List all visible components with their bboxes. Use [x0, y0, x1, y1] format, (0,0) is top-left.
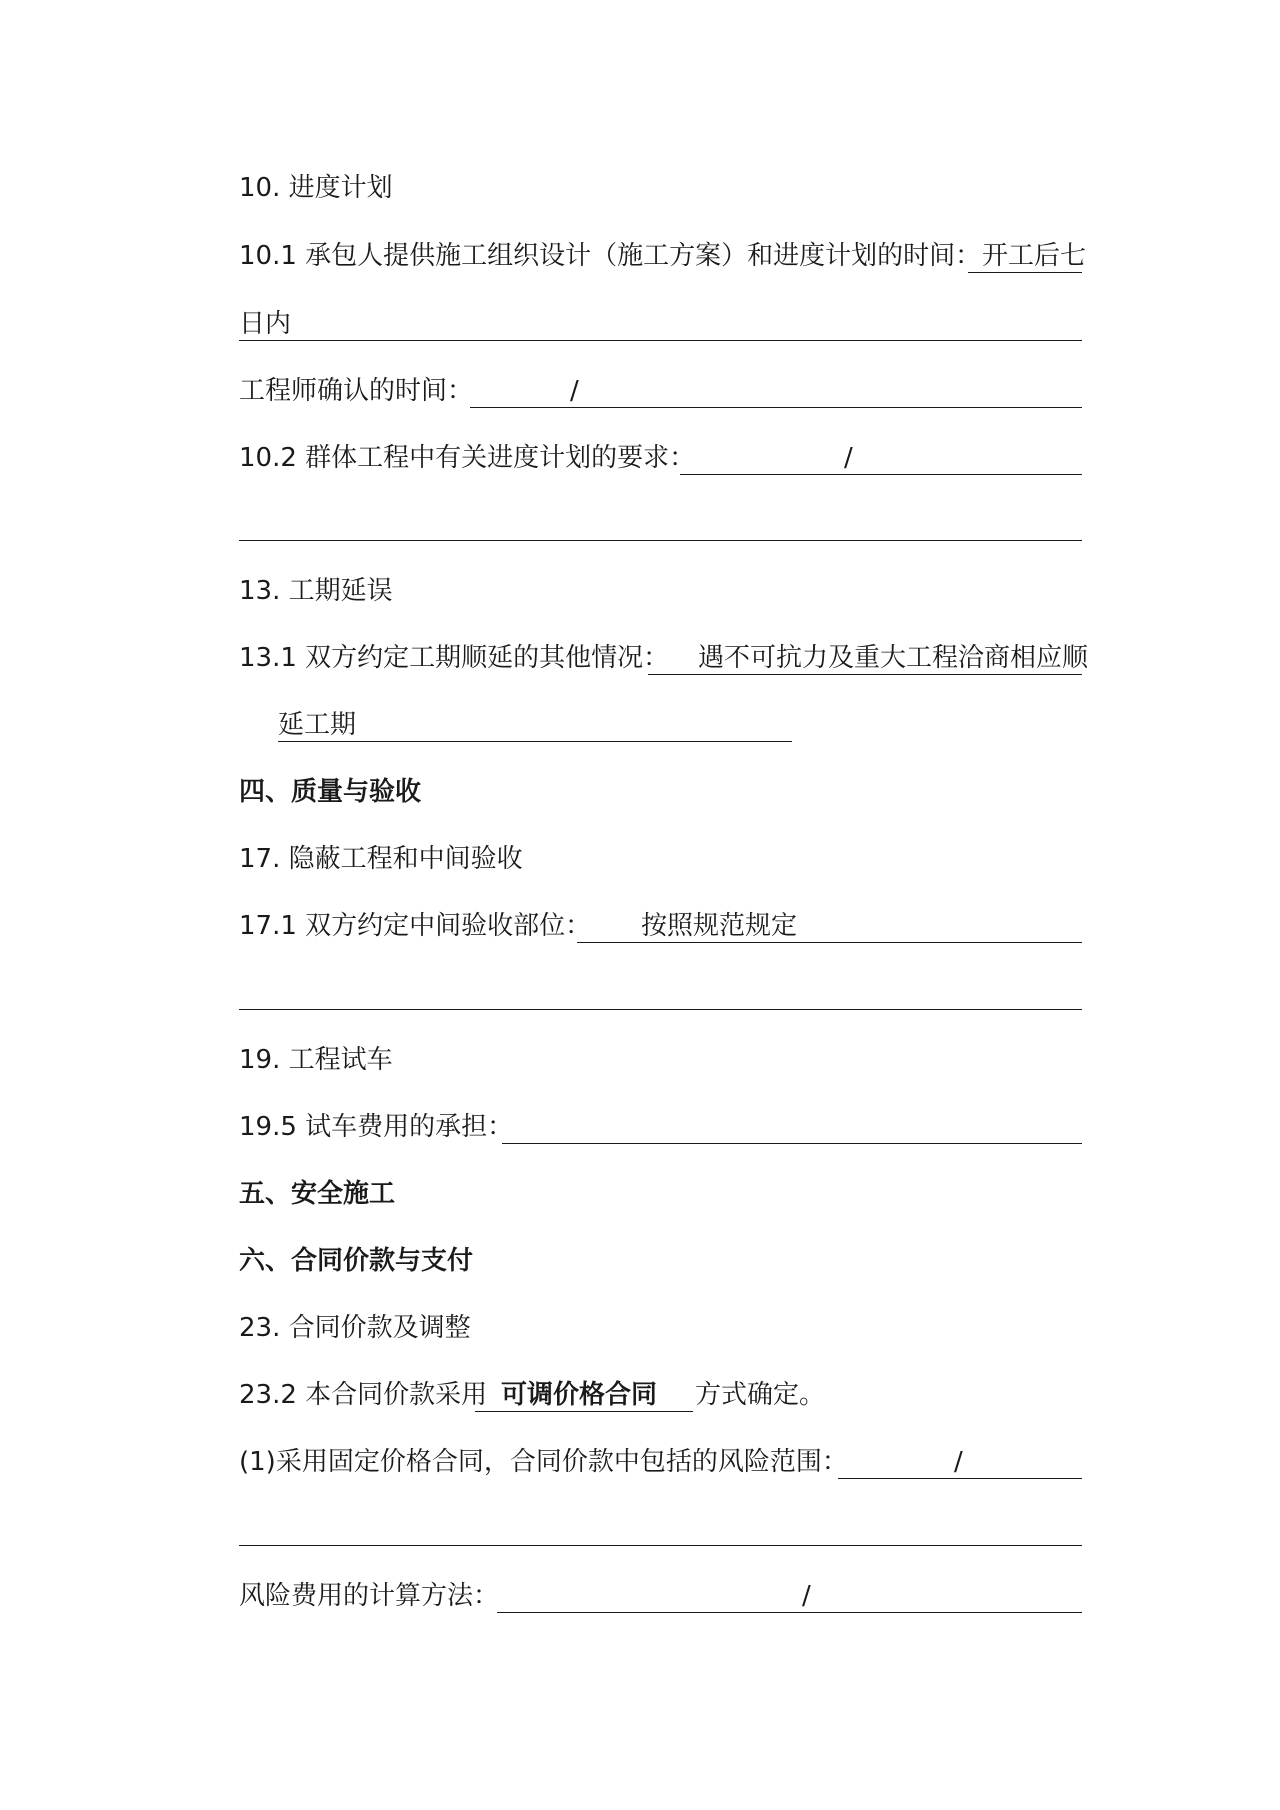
- clause-10-2-value: /: [844, 443, 853, 473]
- clause-17-1-value: 按照规范规定: [641, 911, 798, 941]
- clause-10-2-label: 10.2 群体工程中有关进度计划的要求：: [239, 443, 696, 473]
- section-13-heading: 13. 工期延误: [239, 576, 393, 606]
- clause-13-1-field-b[interactable]: [278, 709, 792, 742]
- engineer-confirm-label: 工程师确认的时间：: [239, 376, 474, 406]
- clause-19-5-field[interactable]: [502, 1111, 1082, 1144]
- clause-10-1-field-a[interactable]: [968, 240, 1087, 273]
- clause-23-2-value: 可调价格合同: [501, 1380, 658, 1410]
- clause-17-1-label: 17.1 双方约定中间验收部位：: [239, 911, 592, 941]
- clause-23-2-1-field-line2[interactable]: [239, 1545, 1082, 1546]
- risk-fee-method-label: 风险费用的计算方法：: [239, 1581, 500, 1611]
- clause-17-1-field-line2[interactable]: [239, 1009, 1082, 1010]
- clause-19-5-label: 19.5 试车费用的承担：: [239, 1112, 514, 1142]
- section-23-heading: 23. 合同价款及调整: [239, 1313, 471, 1343]
- clause-10-2-field[interactable]: [680, 442, 1082, 475]
- risk-fee-method-field[interactable]: [497, 1580, 1082, 1613]
- part-4-heading: 四、质量与验收: [239, 777, 422, 807]
- clause-23-2-1-label: (1)采用固定价格合同，合同价款中包括的风险范围：: [239, 1447, 848, 1477]
- section-10-heading: 10. 进度计划: [239, 173, 393, 203]
- clause-10-1-value-b: 日内: [239, 309, 292, 339]
- clause-23-2-field[interactable]: [475, 1379, 693, 1412]
- clause-13-1-field-a[interactable]: [648, 642, 1089, 675]
- clause-10-1-field-b[interactable]: [239, 308, 1082, 341]
- risk-fee-method-value: /: [802, 1581, 811, 1611]
- clause-17-1-field[interactable]: [577, 910, 1082, 943]
- clause-13-1-label: 13.1 双方约定工期顺延的其他情况：: [239, 643, 670, 673]
- clause-10-2-field-line2[interactable]: [239, 540, 1082, 541]
- section-17-heading: 17. 隐蔽工程和中间验收: [239, 844, 523, 874]
- clause-13-1-value-b: 延工期: [278, 710, 357, 740]
- clause-23-2-1-value: /: [954, 1447, 963, 1477]
- clause-13-1-value-a: 遇不可抗力及重大工程洽商相应顺: [698, 643, 1089, 673]
- clause-23-2-label: 23.2 本合同价款采用: [239, 1380, 488, 1410]
- clause-10-1-label: 10.1 承包人提供施工组织设计（施工方案）和进度计划的时间：: [239, 241, 982, 271]
- part-6-heading: 六、合同价款与支付: [239, 1246, 474, 1276]
- engineer-confirm-field[interactable]: [470, 375, 1082, 408]
- clause-10-1-value-a: 开工后七: [982, 241, 1087, 271]
- clause-23-2-suffix: 方式确定。: [695, 1380, 826, 1410]
- clause-23-2-1-field[interactable]: [838, 1446, 1082, 1479]
- engineer-confirm-value: /: [570, 376, 579, 406]
- part-5-heading: 五、安全施工: [239, 1179, 396, 1209]
- section-19-heading: 19. 工程试车: [239, 1045, 393, 1075]
